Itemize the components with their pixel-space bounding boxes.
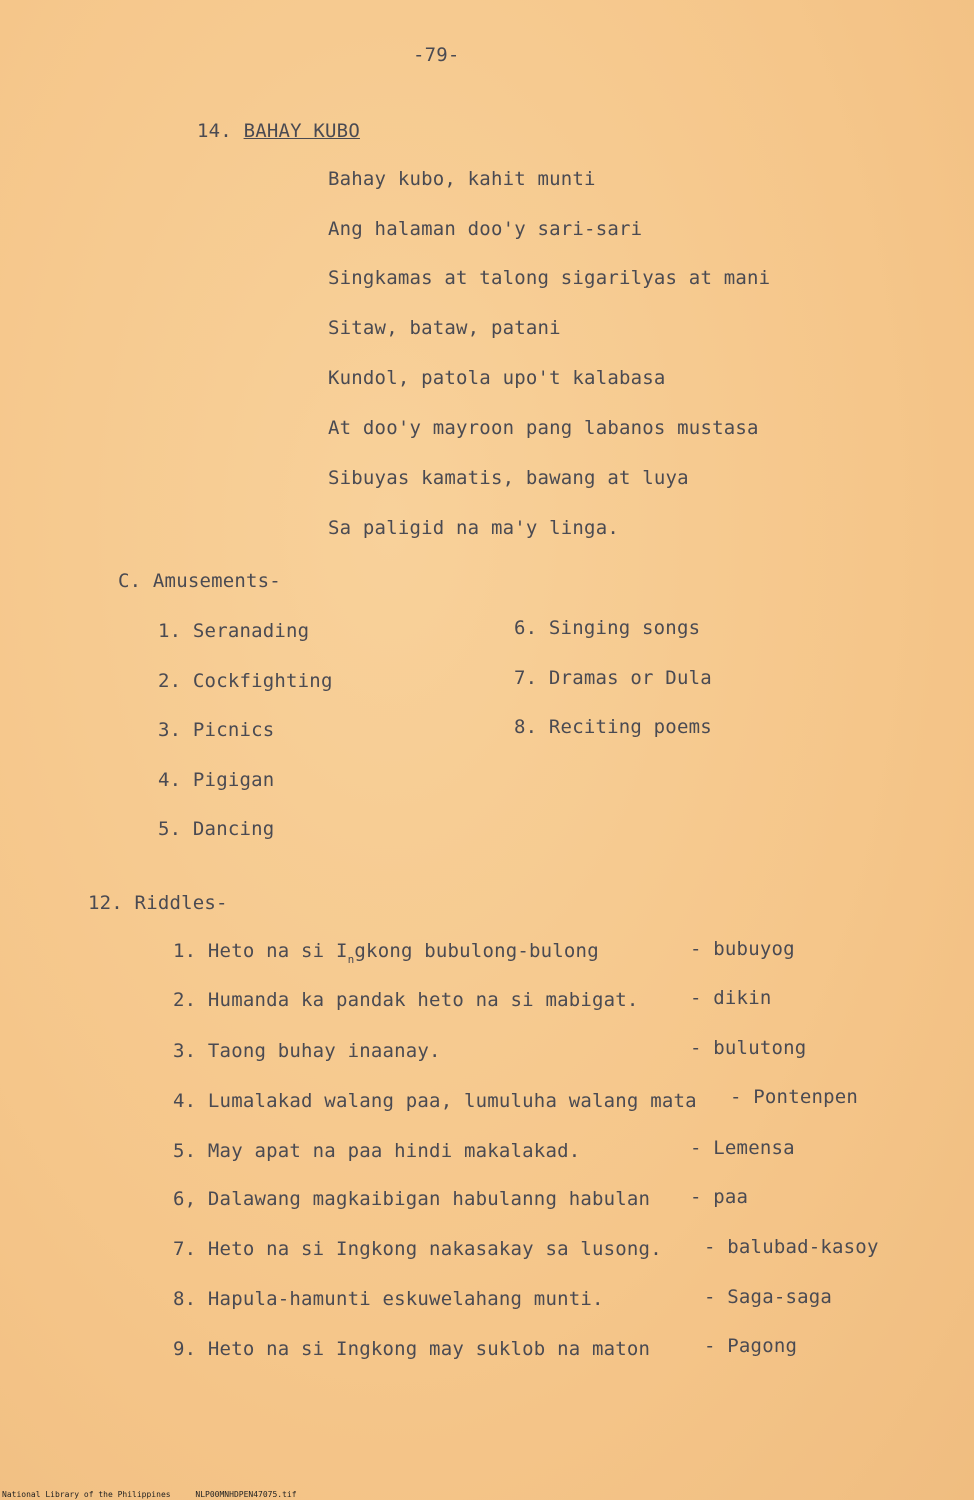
riddle-answer: - Pagong — [704, 1335, 798, 1357]
amusement-item: 2. Cockfighting — [158, 670, 333, 692]
riddle-answer: - bubuyog — [690, 938, 795, 960]
riddle-text: 7. Heto na si Ingkong nakasakay sa lusong. — [173, 1238, 662, 1260]
song-line: Sibuyas kamatis, bawang at luya — [328, 467, 689, 489]
riddle-answer: - Pontenpen — [730, 1086, 859, 1108]
song-line: Bahay kubo, kahit munti — [328, 168, 596, 190]
section-14-title: BAHAY KUBO — [243, 120, 360, 142]
song-line: Sa paligid na ma'y linga. — [328, 517, 619, 539]
song-line: Singkamas at talong sigarilyas at mani — [328, 267, 771, 289]
riddle-answer: - paa — [690, 1186, 749, 1208]
riddle-text: 5. May apat na paa hindi makalakad. — [173, 1140, 581, 1162]
riddle-text: 9. Heto na si Ingkong may suklob na maton — [173, 1338, 651, 1360]
riddle-text: 6, Dalawang magkaibigan habulanng habulan — [173, 1188, 651, 1210]
page-number: -79- — [413, 44, 460, 66]
amusement-item: 4. Pigigan — [158, 769, 275, 791]
amusements-heading: C. Amusements- — [118, 570, 281, 592]
riddle-text: 4. Lumalakad walang paa, lumuluha walang mata — [173, 1090, 697, 1112]
amusement-item: 5. Dancing — [158, 818, 275, 840]
amusement-item: 6. Singing songs — [514, 617, 701, 639]
riddle-text: 3. Taong buhay inaanay. — [173, 1040, 441, 1062]
section-14-number: 14. — [197, 120, 232, 142]
amusement-item: 7. Dramas or Dula — [514, 667, 712, 689]
footer-file: NLP00MNHDPEN47075.tif — [195, 1490, 297, 1499]
riddles-heading: 12. Riddles- — [88, 892, 228, 914]
song-line: Ang halaman doo'y sari-sari — [328, 218, 643, 240]
riddle-answer: - Saga-saga — [704, 1286, 833, 1308]
riddle-answer: - Lemensa — [690, 1137, 795, 1159]
scan-footer — [2, 1490, 317, 1499]
song-line: Sitaw, bataw, patani — [328, 317, 561, 339]
riddle-answer: - dikin — [690, 987, 772, 1009]
amusement-item: 8. Reciting poems — [514, 716, 712, 738]
riddle-text: 8. Hapula-hamunti eskuwelahang munti. — [173, 1288, 604, 1310]
section-14-heading — [197, 120, 360, 142]
amusement-item: 1. Seranading — [158, 620, 310, 642]
riddle-text: 2. Humanda ka pandak heto na si mabigat. — [173, 989, 639, 1011]
song-line: Kundol, patola upo't kalabasa — [328, 367, 666, 389]
riddle-answer: - bulutong — [690, 1037, 807, 1059]
footer-library: National Library of the Philippines — [2, 1490, 171, 1499]
riddle-text: 1. Heto na si $I_ngkong$ bubulong-bulong — [173, 940, 599, 966]
amusement-item: 3. Picnics — [158, 719, 275, 741]
riddle-answer: - balubad-kasoy — [704, 1236, 879, 1258]
song-line: At doo'y mayroon pang labanos mustasa — [328, 417, 759, 439]
